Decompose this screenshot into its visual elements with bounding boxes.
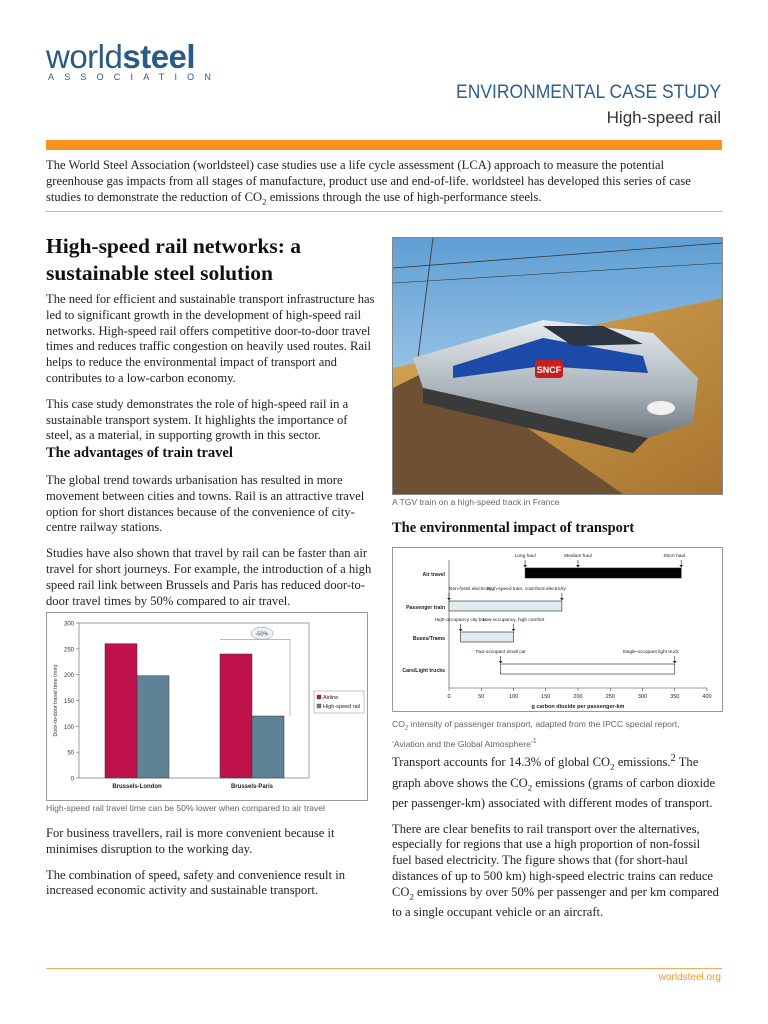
annotation-label: Non-fossil electricity [449,587,492,592]
co2-intensity-chart-frame [392,547,723,712]
paragraph: This case study demonstrates the role of high-speed rail in a sustainable transport system. It highlights the importance of steel, as a material, in supporting growth in this sector. [46,396,349,443]
range-bar [461,632,514,642]
annotation-arrowhead [673,661,677,664]
right-column-text [392,751,722,931]
range-bar [525,568,681,578]
annotation-label: Long haul [514,554,536,559]
footer-website-link[interactable]: worldsteel.org [658,972,721,983]
legend-label: High-speed rail [323,704,360,710]
x-tick-label: 350 [670,694,680,700]
paragraph: Studies have also shown that travel by rail can be faster than air travel for short journeys. For example, the introduction of a high speed rail link between Brussels and Paris has reduced door-to-door travel times by 50% compared to air travel. [46,546,372,608]
y-tick-label: 100 [63,724,74,731]
annotation-label: Medium haul [564,554,592,559]
paragraph: The need for efficient and sustainable transport infrastructure has led to significant growth in the development of high-speed rail networks. High-speed rail offers competitive door-to-door travel times and reduces traffic congestion on heavily used routes. Rail helps to reduce the environmental impact of transport and contributes to a low-carbon economy. [46,292,375,385]
x-tick-label: 100 [508,694,519,700]
travel-time-chart-frame [46,612,368,801]
section-heading-environment: The environmental impact of transport [392,520,635,536]
annotation-label: High-occupancy city bus [434,618,487,623]
annotation-arrowhead [576,565,580,568]
x-tick-label: Brussels-London [112,784,162,790]
row-label: Buses/Trams [412,636,445,642]
row-label: Passenger train [406,605,445,611]
annotation-label: Low occupancy, high comfort [482,618,545,623]
sncf-logo: SNCF [536,365,562,375]
photo-caption: A TGV train on a high-speed track in France [392,497,560,507]
paragraph: The global trend towards urbanisation has resulted in more movement between cities and towns. Rail is an attractive travel option for short distances because of the convenience of city-centre railway stations. [46,473,365,535]
x-tick-label: 200 [573,694,583,700]
co2-chart-caption: $CO_2$ intensity of passenger transport, adapted from the IPCC special report, ‘Aviation and the Global Atmosphere’$^1$ [392,719,680,749]
left-column-text-bottom [46,826,376,909]
travel-time-chart [47,613,367,800]
x-tick-label: 0 [447,694,451,700]
annotation-arrowhead [512,629,516,632]
y-tick-label: 250 [63,647,74,654]
annotation-arrowhead [447,598,451,601]
chart-caption: High-speed rail travel time can be 50% lower when compared to air travel [46,803,325,813]
paragraph: For business travellers, rail is more convenient because it minimises disruption to the working day. [46,826,335,856]
worldsteel-logo: worldsteel [46,38,196,75]
x-tick-label: 400 [702,694,712,700]
paragraph: Transport accounts for 14.3% of global $CO_2$ emissions.$^2$ The graph above shows the $CO_2$ emissions (grams of carbon dioxide per passenger-km) associated with different modes of transport. [392,753,716,810]
y-axis-label: Door-to-door travel time (min) [53,664,59,737]
annotation-arrowhead [560,598,564,601]
x-tick-label: 250 [605,694,615,700]
annotation-arrowhead [679,565,683,568]
tgv-train-image [393,238,722,494]
annotation-arrowhead [523,565,527,568]
y-tick-label: 0 [70,776,74,783]
annotation-arrowhead [459,629,463,632]
case-study-subtitle: High-speed rail [606,108,721,127]
header-accent-bar [46,140,722,150]
x-tick-label: Brussels-Paris [230,784,274,790]
intro-paragraph: The World Steel Association (worldsteel) case studies use a life cycle assessment (LCA) approach to measure the potential greenhouse gas impacts from all stages of manufacture, product use and end-of-life. worldsteel has developed this series of case studies to demonstrate the reduction of $CO_2$ emissions through the use of high-performance steels. [46,158,691,207]
case-study-title: ENVIRONMENTAL CASE STUDY [455,82,721,103]
bar-high-speed-rail [252,716,284,778]
annotation-label: -50% [255,631,269,638]
annotation-label: Short haul [663,554,686,559]
intro-divider [46,211,722,212]
row-label: Air travel [422,572,445,578]
page-title: High-speed rail networks: a sustainable steel solution [46,234,302,285]
bar-high-speed-rail [137,676,169,778]
legend-swatch [317,695,321,699]
y-tick-label: 200 [63,673,74,680]
x-tick-label: 300 [637,694,648,700]
range-bar [449,601,562,611]
row-label: Cars/Light trucks [402,668,445,674]
legend-swatch [317,704,321,708]
x-axis-label: g carbon dioxide per passenger-km [531,704,625,710]
annotation-arrowhead [499,661,503,664]
range-bar [501,664,675,674]
annotation-label: High-speed train, coal-fired electricity [486,587,566,592]
y-tick-label: 150 [63,699,74,705]
bar-airline [220,654,252,778]
footer-divider [46,968,722,969]
legend-label: Airline [323,695,339,701]
bar-airline [105,644,137,778]
annotation-label: Two-occupant small car [475,650,526,655]
y-tick-label: 300 [63,621,74,628]
annotation-label: Single-occupant light truck [622,650,679,655]
left-column-text-top [46,292,376,454]
tgv-train-photo [392,237,723,495]
co2-intensity-chart [393,548,722,711]
logo-association-text: ASSOCIATION [48,72,222,82]
x-tick-label: 50 [478,694,485,700]
x-tick-label: 150 [541,694,551,700]
paragraph: There are clear benefits to rail transport over the alternatives, especially for regions that use a high proportion of non-fossil fuel based electricity. The figure shows that (for short-haul distances of up to 500 km) high-speed electric trains can reduce $CO_2$ emissions by over 50% per passenger and per km compared to a single occupant vehicle or an aircraft. [392,821,719,920]
left-column-text-mid [46,473,381,619]
paragraph: The combination of speed, safety and convenience result in increased economic activity and sustainable transport. [46,867,345,898]
y-tick-label: 50 [67,750,74,757]
section-heading-advantages: The advantages of train travel [46,445,233,461]
